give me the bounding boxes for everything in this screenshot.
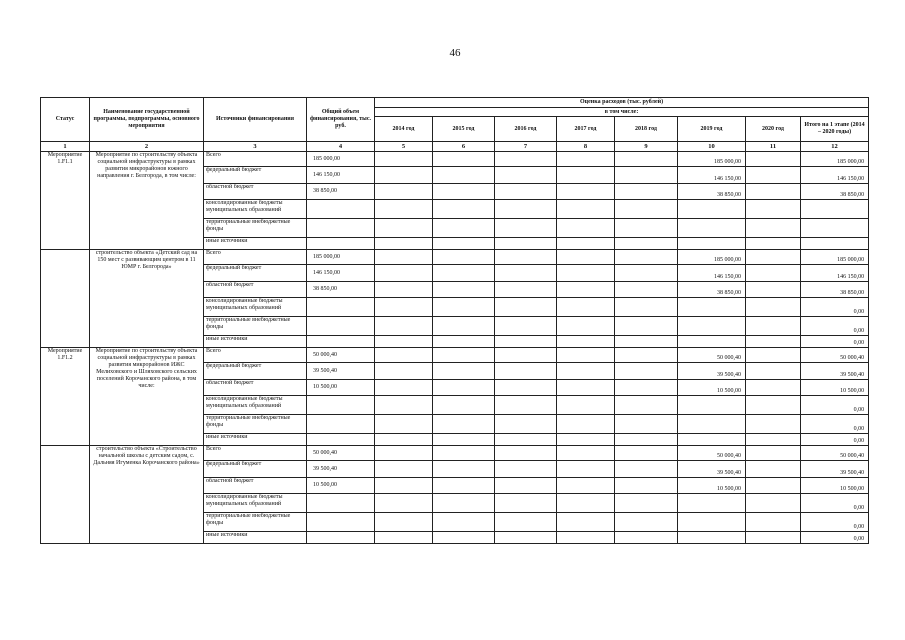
year-2019-cell (678, 494, 746, 513)
row-total (307, 396, 375, 415)
row-name: Мероприятие по строительству объекта социальной инфраструктуры в рамках развития микрорайонов южного направления г. Белгорода, в том числе: (90, 152, 204, 250)
row-status (41, 446, 90, 544)
year-2019-cell: 50 000,40 (678, 348, 746, 363)
year-cell (746, 434, 801, 446)
year-cell (615, 478, 678, 494)
header-year: 2018 год (615, 117, 678, 142)
year-cell (615, 380, 678, 396)
row-source: областной бюджет (204, 478, 307, 494)
year-cell (557, 513, 615, 532)
year-cell (615, 415, 678, 434)
year-cell (615, 250, 678, 265)
year-2019-cell: 185 000,00 (678, 152, 746, 167)
stage-total-cell: 185 000,00 (801, 250, 869, 265)
year-cell (375, 348, 433, 363)
row-status: Мероприятие 1.F1.1 (41, 152, 90, 250)
row-total: 146 150,00 (307, 167, 375, 184)
year-cell (746, 152, 801, 167)
stage-total-cell (801, 219, 869, 238)
year-cell (495, 250, 557, 265)
stage-total-cell: 146 150,00 (801, 265, 869, 282)
year-cell (615, 348, 678, 363)
year-cell (495, 446, 557, 461)
year-cell (375, 532, 433, 544)
year-cell (615, 282, 678, 298)
row-source: консолидированные бюджеты муниципальных образований (204, 494, 307, 513)
year-cell (615, 200, 678, 219)
year-cell (746, 532, 801, 544)
year-cell (433, 282, 495, 298)
row-status: Мероприятие 1.F1.2 (41, 348, 90, 446)
year-cell (746, 513, 801, 532)
row-total (307, 238, 375, 250)
year-cell (746, 396, 801, 415)
year-cell (557, 348, 615, 363)
row-total: 38 850,00 (307, 184, 375, 200)
row-total: 38 850,00 (307, 282, 375, 298)
year-2019-cell: 39 500,40 (678, 363, 746, 380)
year-cell (746, 265, 801, 282)
row-source: иные источники (204, 532, 307, 544)
row-total: 185 000,00 (307, 250, 375, 265)
year-cell (495, 265, 557, 282)
year-cell (557, 184, 615, 200)
year-cell (746, 461, 801, 478)
year-cell (557, 363, 615, 380)
column-number: 1 (41, 142, 90, 152)
year-cell (615, 265, 678, 282)
row-source: федеральный бюджет (204, 461, 307, 478)
year-2019-cell: 146 150,00 (678, 167, 746, 184)
year-cell (495, 478, 557, 494)
year-cell (375, 336, 433, 348)
year-cell (615, 363, 678, 380)
row-status (41, 250, 90, 348)
year-cell (615, 238, 678, 250)
year-cell (746, 363, 801, 380)
year-cell (557, 461, 615, 478)
row-total (307, 415, 375, 434)
year-cell (746, 219, 801, 238)
column-number: 3 (204, 142, 307, 152)
row-source: федеральный бюджет (204, 265, 307, 282)
row-source: областной бюджет (204, 380, 307, 396)
year-cell (495, 219, 557, 238)
year-cell (375, 184, 433, 200)
row-total (307, 317, 375, 336)
year-cell (495, 532, 557, 544)
year-cell (495, 396, 557, 415)
year-cell (433, 184, 495, 200)
year-cell (557, 336, 615, 348)
year-cell (557, 200, 615, 219)
year-cell (615, 184, 678, 200)
year-cell (615, 167, 678, 184)
year-cell (615, 446, 678, 461)
year-2019-cell (678, 396, 746, 415)
row-source: областной бюджет (204, 184, 307, 200)
year-cell (557, 478, 615, 494)
year-cell (615, 336, 678, 348)
header-year: 2019 год (678, 117, 746, 142)
row-total: 10 500,00 (307, 380, 375, 396)
row-source: территориальные внебюджетные фонды (204, 415, 307, 434)
year-cell (746, 200, 801, 219)
header-estimate: Оценка расходов (тыс. рублей) (375, 98, 869, 108)
year-2019-cell: 10 500,00 (678, 478, 746, 494)
year-cell (495, 317, 557, 336)
year-cell (557, 415, 615, 434)
stage-total-cell: 0,00 (801, 317, 869, 336)
year-cell (746, 250, 801, 265)
row-source: консолидированные бюджеты муниципальных образований (204, 298, 307, 317)
header-name: Наименование государственной программы, подпрограммы, основного мероприятия (90, 98, 204, 142)
year-2019-cell (678, 336, 746, 348)
year-cell (495, 282, 557, 298)
row-source: Всего (204, 446, 307, 461)
year-cell (433, 317, 495, 336)
year-cell (375, 513, 433, 532)
year-cell (495, 336, 557, 348)
header-including: в том числе: (375, 108, 869, 117)
year-cell (375, 152, 433, 167)
year-cell (557, 494, 615, 513)
year-cell (746, 446, 801, 461)
year-2019-cell: 10 500,00 (678, 380, 746, 396)
year-cell (615, 152, 678, 167)
year-2019-cell: 39 500,40 (678, 461, 746, 478)
row-source: областной бюджет (204, 282, 307, 298)
column-number: 5 (375, 142, 433, 152)
year-cell (495, 461, 557, 478)
year-cell (615, 219, 678, 238)
year-cell (495, 184, 557, 200)
year-cell (495, 200, 557, 219)
row-total: 146 150,00 (307, 265, 375, 282)
column-number: 7 (495, 142, 557, 152)
year-2019-cell: 38 850,00 (678, 282, 746, 298)
stage-total-cell: 0,00 (801, 396, 869, 415)
year-cell (433, 238, 495, 250)
year-cell (746, 184, 801, 200)
year-cell (375, 200, 433, 219)
row-name: Мероприятие по строительству объекта социальной инфраструктуры в рамках развития микрорайонов ИЖС Мелиховского и Шляховского сельских поселений Корочанского района, в том числе: (90, 348, 204, 446)
row-source: Всего (204, 152, 307, 167)
year-cell (433, 152, 495, 167)
column-number: 4 (307, 142, 375, 152)
year-cell (746, 348, 801, 363)
column-number: 12 (801, 142, 869, 152)
year-cell (746, 282, 801, 298)
year-cell (375, 298, 433, 317)
stage-total-cell: 185 000,00 (801, 152, 869, 167)
stage-total-cell: 0,00 (801, 415, 869, 434)
year-cell (746, 167, 801, 184)
year-cell (746, 478, 801, 494)
year-cell (746, 298, 801, 317)
year-cell (433, 478, 495, 494)
year-cell (433, 167, 495, 184)
row-source: территориальные внебюджетные фонды (204, 513, 307, 532)
column-number: 10 (678, 142, 746, 152)
year-2019-cell (678, 415, 746, 434)
row-total (307, 336, 375, 348)
year-cell (746, 494, 801, 513)
header-year: 2015 год (433, 117, 495, 142)
stage-total-cell: 0,00 (801, 532, 869, 544)
budget-table (40, 97, 869, 544)
year-2019-cell: 38 850,00 (678, 184, 746, 200)
header-year: 2014 год (375, 117, 433, 142)
stage-total-cell: 0,00 (801, 434, 869, 446)
row-total (307, 532, 375, 544)
year-cell (375, 461, 433, 478)
row-source: иные источники (204, 434, 307, 446)
year-cell (495, 152, 557, 167)
year-cell (495, 298, 557, 317)
year-cell (615, 396, 678, 415)
table-row (41, 152, 869, 167)
year-cell (615, 513, 678, 532)
header-year: 2016 год (495, 117, 557, 142)
row-source: Всего (204, 250, 307, 265)
year-2019-cell (678, 532, 746, 544)
year-cell (375, 250, 433, 265)
row-source: территориальные внебюджетные фонды (204, 317, 307, 336)
year-cell (433, 298, 495, 317)
row-total (307, 494, 375, 513)
year-2019-cell: 146 150,00 (678, 265, 746, 282)
year-2019-cell (678, 317, 746, 336)
year-cell (375, 380, 433, 396)
year-cell (495, 513, 557, 532)
year-cell (433, 532, 495, 544)
stage-total-cell: 39 500,40 (801, 363, 869, 380)
header-status: Статус (41, 98, 90, 142)
year-cell (433, 250, 495, 265)
year-cell (375, 415, 433, 434)
stage-total-cell: 10 500,00 (801, 380, 869, 396)
year-cell (557, 219, 615, 238)
stage-total-cell: 10 500,00 (801, 478, 869, 494)
row-total: 10 500,00 (307, 478, 375, 494)
stage-total-cell: 0,00 (801, 513, 869, 532)
year-cell (746, 238, 801, 250)
column-number: 11 (746, 142, 801, 152)
year-cell (433, 446, 495, 461)
stage-total-cell: 146 150,00 (801, 167, 869, 184)
stage-total-cell: 0,00 (801, 494, 869, 513)
year-cell (375, 363, 433, 380)
year-cell (433, 336, 495, 348)
year-cell (615, 434, 678, 446)
year-cell (433, 363, 495, 380)
year-2019-cell: 185 000,00 (678, 250, 746, 265)
year-cell (557, 238, 615, 250)
row-total: 50 000,40 (307, 348, 375, 363)
row-source: консолидированные бюджеты муниципальных образований (204, 396, 307, 415)
row-name: строительство объекта «Детский сад на 150 мест с развивающим центром в 11 ЮМР г. Белгорода» (90, 250, 204, 348)
year-cell (433, 461, 495, 478)
header-sources: Источники финансирования (204, 98, 307, 142)
year-cell (433, 348, 495, 363)
year-cell (433, 380, 495, 396)
stage-total-cell (801, 238, 869, 250)
year-cell (375, 317, 433, 336)
column-number: 6 (433, 142, 495, 152)
year-cell (615, 317, 678, 336)
year-cell (746, 336, 801, 348)
year-cell (557, 446, 615, 461)
table-row (41, 348, 869, 363)
year-cell (746, 380, 801, 396)
year-cell (615, 494, 678, 513)
year-2019-cell (678, 298, 746, 317)
year-cell (495, 167, 557, 184)
row-source: иные источники (204, 336, 307, 348)
header-year: 2017 год (557, 117, 615, 142)
year-2019-cell (678, 513, 746, 532)
year-cell (495, 494, 557, 513)
row-total (307, 219, 375, 238)
year-cell (615, 532, 678, 544)
year-cell (557, 380, 615, 396)
column-number-row (41, 142, 869, 152)
year-cell (495, 380, 557, 396)
row-source: федеральный бюджет (204, 363, 307, 380)
year-cell (433, 434, 495, 446)
year-cell (433, 396, 495, 415)
year-cell (433, 415, 495, 434)
year-cell (433, 265, 495, 282)
row-total (307, 298, 375, 317)
stage-total-cell: 50 000,40 (801, 446, 869, 461)
stage-total-cell: 0,00 (801, 298, 869, 317)
table-row (41, 250, 869, 265)
column-number: 9 (615, 142, 678, 152)
stage-total-cell: 38 850,00 (801, 184, 869, 200)
year-cell (433, 200, 495, 219)
year-cell (557, 298, 615, 317)
row-total: 185 000,00 (307, 152, 375, 167)
year-cell (375, 219, 433, 238)
stage-total-cell: 50 000,40 (801, 348, 869, 363)
row-total (307, 434, 375, 446)
year-2019-cell (678, 238, 746, 250)
row-source: Всего (204, 348, 307, 363)
column-number: 2 (90, 142, 204, 152)
year-cell (495, 434, 557, 446)
year-2019-cell (678, 219, 746, 238)
stage-total-cell (801, 200, 869, 219)
table-row (41, 446, 869, 461)
year-cell (375, 478, 433, 494)
year-2019-cell: 50 000,40 (678, 446, 746, 461)
year-cell (495, 415, 557, 434)
row-total: 39 500,40 (307, 363, 375, 380)
year-cell (495, 348, 557, 363)
year-cell (375, 446, 433, 461)
year-cell (375, 238, 433, 250)
year-cell (557, 282, 615, 298)
row-total (307, 513, 375, 532)
budget-table-container (40, 97, 869, 544)
stage-total-cell: 0,00 (801, 336, 869, 348)
page-number: 46 (449, 47, 461, 59)
row-source: иные источники (204, 238, 307, 250)
year-cell (375, 434, 433, 446)
year-cell (557, 250, 615, 265)
year-cell (557, 434, 615, 446)
header-stage-total: Итого на 1 этапе (2014 – 2020 годы) (801, 117, 869, 142)
row-source: территориальные внебюджетные фонды (204, 219, 307, 238)
row-source: федеральный бюджет (204, 167, 307, 184)
stage-total-cell: 38 850,00 (801, 282, 869, 298)
row-total: 50 000,40 (307, 446, 375, 461)
header-year: 2020 год (746, 117, 801, 142)
year-2019-cell (678, 200, 746, 219)
year-2019-cell (678, 434, 746, 446)
row-source: консолидированные бюджеты муниципальных образований (204, 200, 307, 219)
year-cell (615, 298, 678, 317)
year-cell (557, 265, 615, 282)
year-cell (433, 219, 495, 238)
year-cell (433, 513, 495, 532)
year-cell (557, 317, 615, 336)
year-cell (557, 152, 615, 167)
year-cell (375, 494, 433, 513)
year-cell (495, 363, 557, 380)
stage-total-cell: 39 500,40 (801, 461, 869, 478)
row-total (307, 200, 375, 219)
year-cell (433, 494, 495, 513)
year-cell (615, 461, 678, 478)
year-cell (746, 317, 801, 336)
year-cell (746, 415, 801, 434)
year-cell (557, 532, 615, 544)
year-cell (375, 167, 433, 184)
row-total: 39 500,40 (307, 461, 375, 478)
column-number: 8 (557, 142, 615, 152)
year-cell (557, 396, 615, 415)
year-cell (375, 396, 433, 415)
table-body (41, 152, 869, 544)
year-cell (375, 282, 433, 298)
row-name: строительство объекта «Строительство начальной школы с детским садом, с. Дальняя Игуменка Корочанского района» (90, 446, 204, 544)
header-total: Общий объем финансирования, тыс. руб. (307, 98, 375, 142)
year-cell (375, 265, 433, 282)
year-cell (495, 238, 557, 250)
year-cell (557, 167, 615, 184)
